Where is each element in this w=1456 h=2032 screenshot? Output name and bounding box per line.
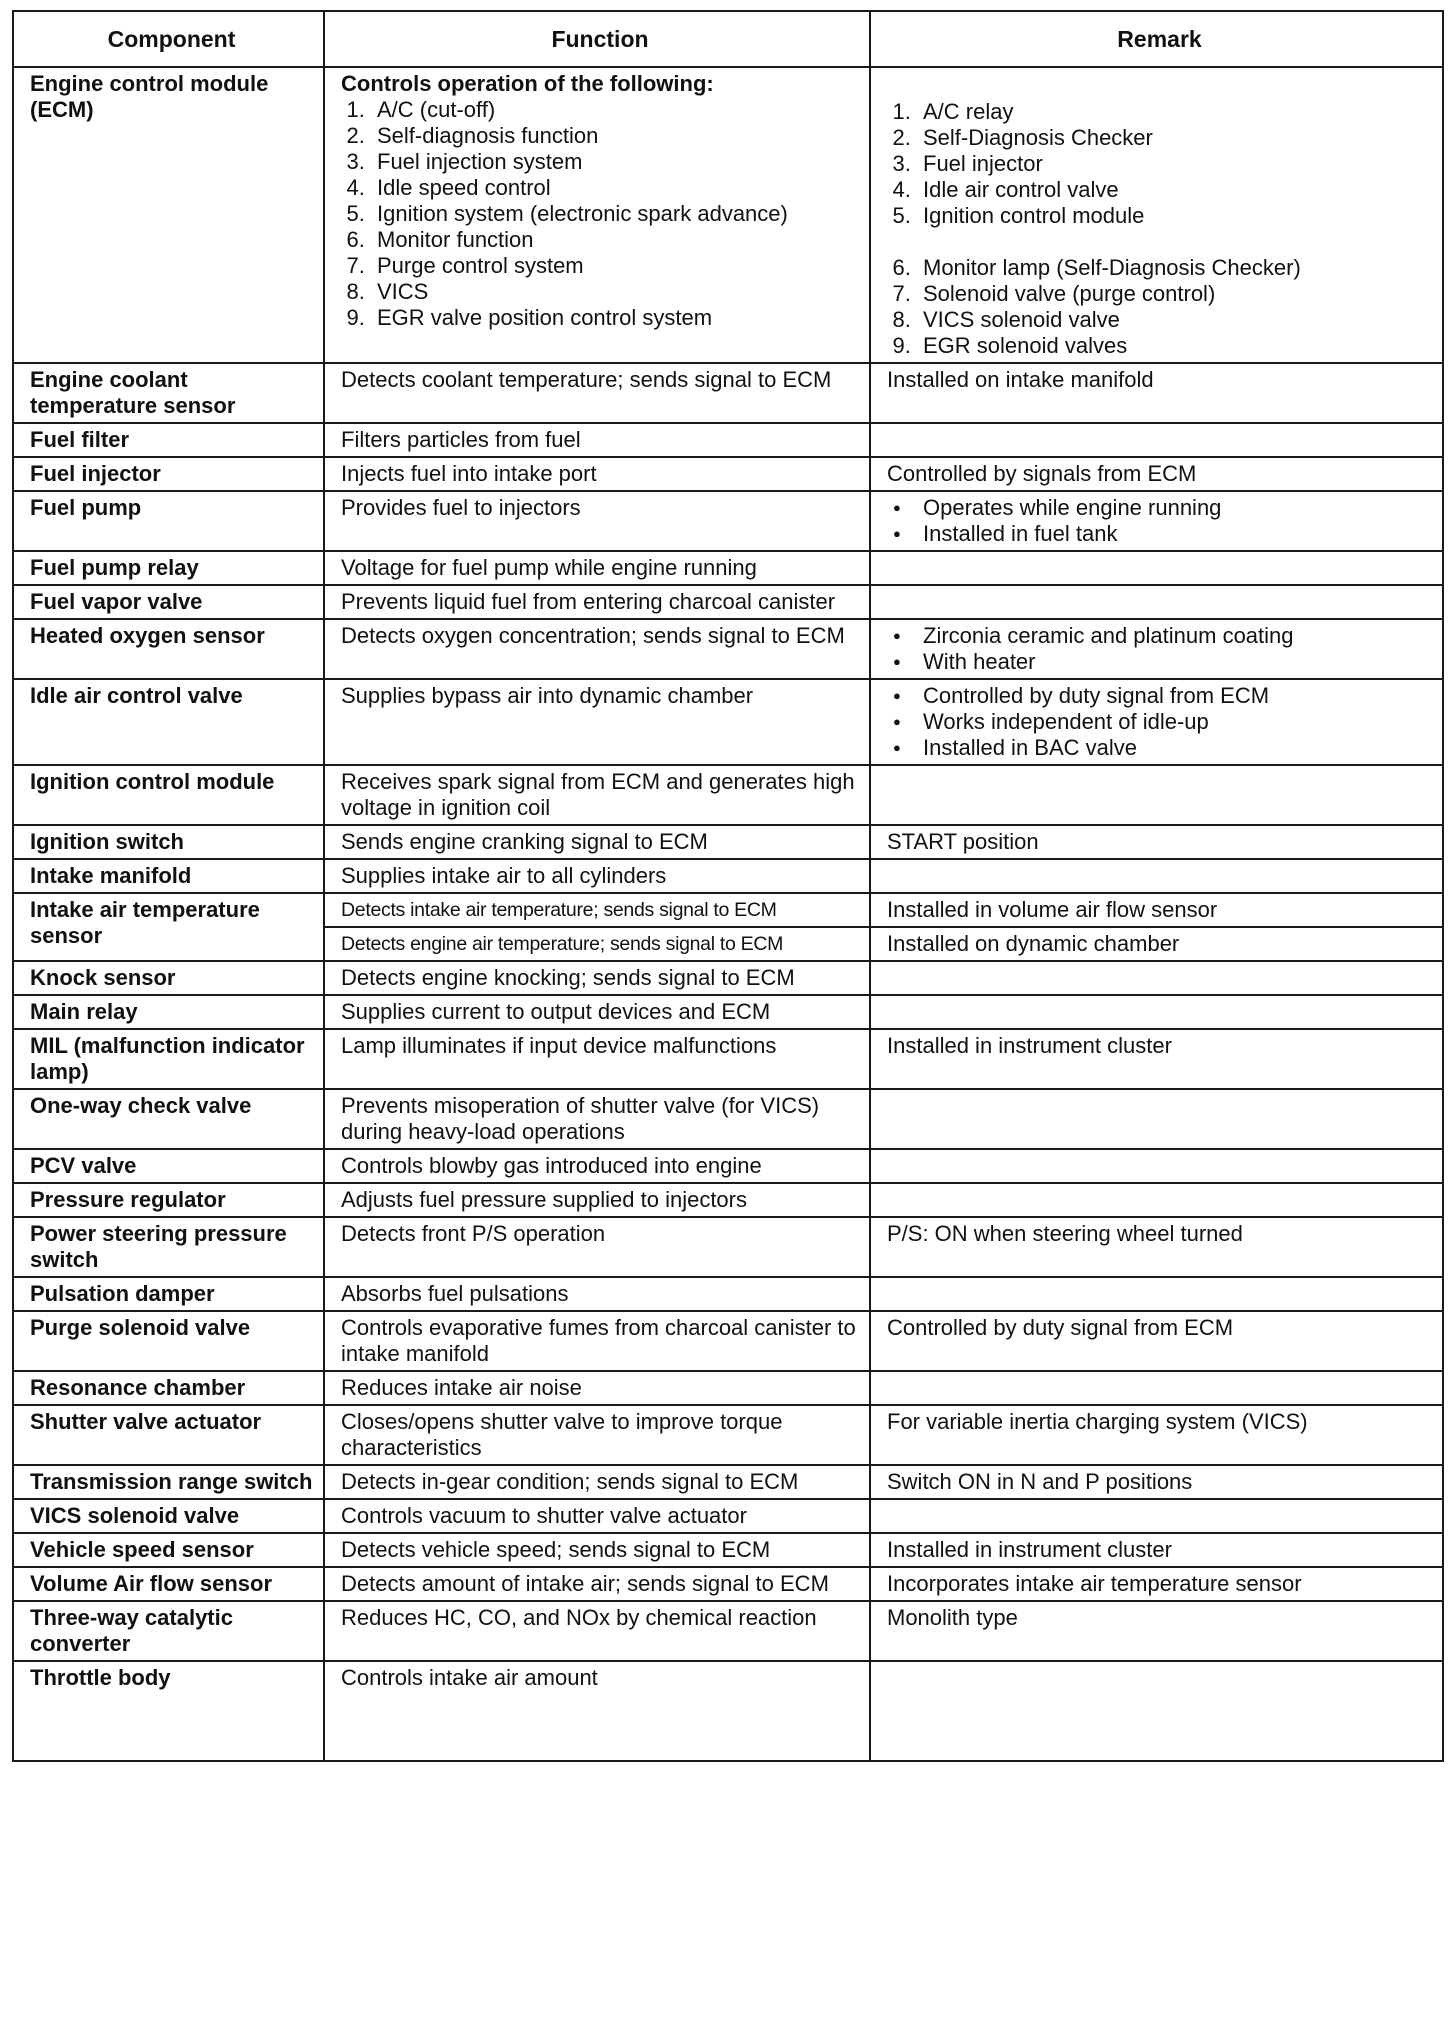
function-cell: Prevents misoperation of shutter valve (for VICS) during heavy-load operations [324,1089,870,1149]
function-cell: Injects fuel into intake port [324,457,870,491]
function-cell: Detects vehicle speed; sends signal to ECM [324,1533,870,1567]
function-cell: Detects front P/S operation [324,1217,870,1277]
function-cell: Controls vacuum to shutter valve actuator [324,1499,870,1533]
table-row [13,1149,1443,1183]
list-item: 8. VICS solenoid valve [917,307,1432,333]
table-row [13,1029,1443,1089]
table-row [13,423,1443,457]
component-cell: Ignition control module [13,765,324,825]
component-cell: Vehicle speed sensor [13,1533,324,1567]
function-cell: Detects intake air temperature; sends signal to ECM [324,893,870,927]
component-cell: Heated oxygen sensor [13,619,324,679]
component-cell: Ignition switch [13,825,324,859]
bullet-item: ● Installed in fuel tank [915,521,1432,547]
remark-cell: Installed on intake manifold [870,363,1443,423]
component-cell: Pulsation damper [13,1277,324,1311]
remark-cell [870,1183,1443,1217]
function-cell: Reduces intake air noise [324,1371,870,1405]
table-row [13,1499,1443,1533]
remark-cell [870,585,1443,619]
list-item: 9. EGR solenoid valves [917,333,1432,359]
table-row [13,363,1443,423]
function-cell: Detects engine knocking; sends signal to ECM [324,961,870,995]
list-item: 3. Fuel injector [917,151,1432,177]
table-row [13,491,1443,551]
remark-cell [870,961,1443,995]
list-item: 2. Self-Diagnosis Checker [917,125,1432,151]
remark-cell [870,995,1443,1029]
remark-cell: Switch ON in N and P positions [870,1465,1443,1499]
function-cell: Supplies current to output devices and ECM [324,995,870,1029]
remark-bullet-list [887,623,1432,675]
list-item: 5. Ignition control module [917,203,1432,229]
table-row [13,551,1443,585]
remark-cell [870,491,1443,551]
list-item: 2. Self-diagnosis function [371,123,859,149]
table-row-intake-air-1 [13,893,1443,927]
bullet-item: ● Installed in BAC valve [915,735,1432,761]
component-cell: Knock sensor [13,961,324,995]
list-item: 7. Solenoid valve (purge control) [917,281,1432,307]
remark-cell [870,679,1443,765]
table-row [13,585,1443,619]
function-cell: Adjusts fuel pressure supplied to injectors [324,1183,870,1217]
remark-cell: Controlled by signals from ECM [870,457,1443,491]
component-cell: Fuel injector [13,457,324,491]
function-cell: Reduces HC, CO, and NOx by chemical reaction [324,1601,870,1661]
component-cell: One-way check valve [13,1089,324,1149]
function-cell: Detects coolant temperature; sends signal to ECM [324,363,870,423]
table-row [13,1661,1443,1761]
function-cell: Lamp illuminates if input device malfunctions [324,1029,870,1089]
ecm-function-lead: Controls operation of the following: [341,71,714,96]
remark-cell: P/S: ON when steering wheel turned [870,1217,1443,1277]
component-cell: Volume Air flow sensor [13,1567,324,1601]
table-row [13,765,1443,825]
remark-cell [870,1499,1443,1533]
remark-cell: START position [870,825,1443,859]
ecm-function-list [341,97,859,331]
component-cell: Intake air temperature sensor [13,893,324,961]
function-cell: Voltage for fuel pump while engine running [324,551,870,585]
component-cell: Engine coolant temperature sensor [13,363,324,423]
component-cell: Fuel pump relay [13,551,324,585]
ecm-remark-list-b [887,255,1432,359]
component-cell: Transmission range switch [13,1465,324,1499]
table-row [13,1277,1443,1311]
remark-cell: Installed in volume air flow sensor [870,893,1443,927]
remark-bullet-list [887,683,1432,761]
list-item: 4. Idle speed control [371,175,859,201]
function-cell: Detects amount of intake air; sends signal to ECM [324,1567,870,1601]
table-row [13,1183,1443,1217]
function-cell: Controls intake air amount [324,1661,870,1761]
list-item: 4. Idle air control valve [917,177,1432,203]
bullet-item: ● Zirconia ceramic and platinum coating [915,623,1432,649]
table-row [13,1089,1443,1149]
header-remark: Remark [870,11,1443,67]
table-row [13,1217,1443,1277]
ecm-remark-list-a [887,99,1432,229]
list-item: 5. Ignition system (electronic spark advance) [371,201,859,227]
component-function-table [12,10,1444,1762]
component-cell: Pressure regulator [13,1183,324,1217]
component-cell: Fuel pump [13,491,324,551]
table-row-ecm [13,67,1443,363]
function-cell: Controls evaporative fumes from charcoal canister to intake manifold [324,1311,870,1371]
list-item: 9. EGR valve position control system [371,305,859,331]
component-cell: Three-way catalytic converter [13,1601,324,1661]
bullet-item: ● With heater [915,649,1432,675]
remark-cell [870,619,1443,679]
component-cell: Fuel vapor valve [13,585,324,619]
header-function: Function [324,11,870,67]
function-cell: Sends engine cranking signal to ECM [324,825,870,859]
component-table-sheet [12,10,1442,1762]
remark-cell [870,1277,1443,1311]
table-row [13,1465,1443,1499]
table-row [13,825,1443,859]
bullet-item: ● Operates while engine running [915,495,1432,521]
table-row [13,619,1443,679]
list-item: 7. Purge control system [371,253,859,279]
remark-cell [870,1149,1443,1183]
component-cell: Intake manifold [13,859,324,893]
component-cell: VICS solenoid valve [13,1499,324,1533]
remark-cell [870,1371,1443,1405]
function-cell: Closes/opens shutter valve to improve torque characteristics [324,1405,870,1465]
list-item: 8. VICS [371,279,859,305]
component-cell: Idle air control valve [13,679,324,765]
function-cell: Supplies bypass air into dynamic chamber [324,679,870,765]
table-row [13,457,1443,491]
remark-cell [870,859,1443,893]
table-row [13,961,1443,995]
component-cell: Main relay [13,995,324,1029]
remark-bullet-list [887,495,1432,547]
table-row [13,1371,1443,1405]
function-cell: Absorbs fuel pulsations [324,1277,870,1311]
function-cell: Receives spark signal from ECM and generates high voltage in ignition coil [324,765,870,825]
component-cell: Engine control module (ECM) [13,67,324,363]
component-cell: Throttle body [13,1661,324,1761]
table-row [13,1311,1443,1371]
component-cell: Resonance chamber [13,1371,324,1405]
remark-cell [870,551,1443,585]
function-cell: Detects engine air temperature; sends signal to ECM [324,927,870,961]
remark-cell: Installed on dynamic chamber [870,927,1443,961]
remark-cell [870,1661,1443,1761]
header-row [13,11,1443,67]
remark-cell [870,423,1443,457]
remark-cell: For variable inertia charging system (VICS) [870,1405,1443,1465]
remark-cell: Controlled by duty signal from ECM [870,1311,1443,1371]
function-cell: Controls blowby gas introduced into engine [324,1149,870,1183]
bullet-item: ● Controlled by duty signal from ECM [915,683,1432,709]
component-cell: MIL (malfunction indicator lamp) [13,1029,324,1089]
remark-cell: Monolith type [870,1601,1443,1661]
component-cell: Purge solenoid valve [13,1311,324,1371]
bullet-item: ● Works independent of idle-up [915,709,1432,735]
remark-cell [870,67,1443,363]
list-item: 3. Fuel injection system [371,149,859,175]
function-cell: Detects in-gear condition; sends signal to ECM [324,1465,870,1499]
function-cell: Supplies intake air to all cylinders [324,859,870,893]
component-cell: Shutter valve actuator [13,1405,324,1465]
table-row [13,995,1443,1029]
table-row [13,859,1443,893]
remark-cell: Installed in instrument cluster [870,1029,1443,1089]
remark-cell: Installed in instrument cluster [870,1533,1443,1567]
remark-cell [870,765,1443,825]
table-row [13,1533,1443,1567]
function-cell: Provides fuel to injectors [324,491,870,551]
header-component: Component [13,11,324,67]
remark-cell [870,1089,1443,1149]
list-item: 6. Monitor lamp (Self-Diagnosis Checker) [917,255,1432,281]
component-cell: Power steering pressure switch [13,1217,324,1277]
list-item: 1. A/C relay [917,99,1432,125]
function-cell [324,67,870,363]
component-cell: PCV valve [13,1149,324,1183]
table-row [13,1601,1443,1661]
function-cell: Detects oxygen concentration; sends signal to ECM [324,619,870,679]
table-row [13,1405,1443,1465]
component-cell: Fuel filter [13,423,324,457]
function-cell: Filters particles from fuel [324,423,870,457]
list-item: 6. Monitor function [371,227,859,253]
table-row [13,1567,1443,1601]
list-item: 1. A/C (cut-off) [371,97,859,123]
remark-cell: Incorporates intake air temperature sensor [870,1567,1443,1601]
function-cell: Prevents liquid fuel from entering charcoal canister [324,585,870,619]
table-row [13,679,1443,765]
